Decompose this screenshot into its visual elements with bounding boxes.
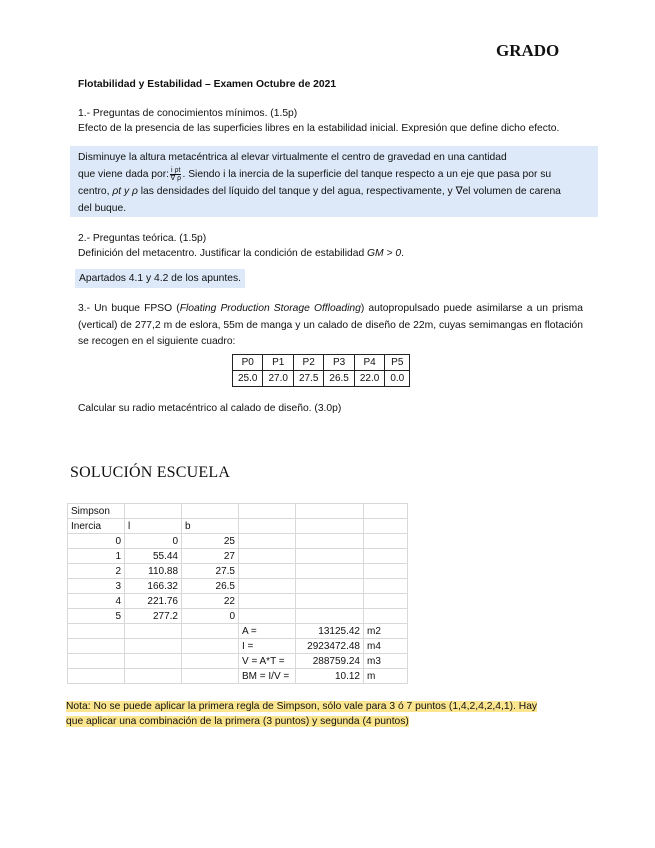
sheet-cell [68,624,125,639]
sheet-cell [182,639,239,654]
spreadsheet-table [67,503,408,684]
solution-heading: SOLUCIÓN ESCUELA [70,464,231,481]
sheet-cell: Inercia [68,519,125,534]
semibeam-value-row [233,371,410,387]
question-2-text [78,246,583,261]
sheet-cell [239,594,296,609]
question-2 [78,231,583,261]
sheet-row [68,654,408,669]
sheet-cell: l [125,519,182,534]
density-symbols: ρt y ρ [112,186,138,197]
sheet-cell: BM = I/V = [239,669,296,684]
sheet-cell [182,654,239,669]
semibeam-value: 27.0 [263,371,293,387]
sheet-cell: 277.2 [125,609,182,624]
sheet-cell: m [364,669,408,684]
sheet-cell [296,564,364,579]
grado-label: GRADO [496,41,560,60]
answer-1-line-2-pre: que viene dada por: [78,169,170,180]
sheet-cell: 221.76 [125,594,182,609]
sheet-cell [125,669,182,684]
sheet-cell [182,669,239,684]
semibeam-table [232,354,410,387]
sheet-cell: 166.32 [125,579,182,594]
formula-numerator: i ρt [171,166,181,174]
semibeam-header: P3 [324,355,354,371]
question-1 [78,106,583,136]
sheet-cell [364,519,408,534]
answer-1-line-3 [78,183,598,200]
sheet-cell [239,564,296,579]
sheet-cell: 13125.42 [296,624,364,639]
sheet-cell: 5 [68,609,125,624]
sheet-cell [364,504,408,519]
answer-1-line-4: del buque. [78,203,127,214]
sheet-cell: m4 [364,639,408,654]
answer-1-line-1: Disminuye la altura metacéntrica al elevar virtualmente el centro de gravedad en una cantidad [78,152,507,163]
sheet-cell [239,579,296,594]
sheet-cell: 10.12 [296,669,364,684]
sheet-cell [364,534,408,549]
sheet-cell [296,579,364,594]
answer-1-line-2 [78,166,598,183]
question-2-heading: 2.- Preguntas teórica. (1.5p) [78,233,207,244]
question-2-text-pre: Definición del metacentro. Justificar la condición de estabilidad [78,248,368,259]
sheet-cell: 25 [182,534,239,549]
semibeam-value: 25.0 [233,371,263,387]
sheet-cell: 110.88 [125,564,182,579]
sheet-cell: 0 [68,534,125,549]
sheet-cell: 55.44 [125,549,182,564]
sheet-cell [239,534,296,549]
fpso-expansion: Floating Production Storage Offloading [179,303,361,314]
sheet-cell: 2 [68,564,125,579]
sheet-cell [68,669,125,684]
sheet-cell [239,609,296,624]
question-1-heading: 1.- Preguntas de conocimientos mínimos. (1.5p) [78,108,298,119]
sheet-cell: V = A*T = [239,654,296,669]
sheet-cell [125,639,182,654]
sheet-cell: m3 [364,654,408,669]
sheet-row [68,594,408,609]
sheet-cell: m2 [364,624,408,639]
question-1-text: Efecto de la presencia de las superficies libres en la estabilidad inicial. Expresión que define dicho efecto. [78,123,560,134]
note-line-1: Nota: No se puede aplicar la primera regla de Simpson, sólo vale para 3 ó 7 puntos (1,4,2,4,2,4,1). Hay [66,701,538,712]
semibeam-header: P0 [233,355,263,371]
semibeam-header-row [233,355,410,371]
sheet-cell: 4 [68,594,125,609]
sheet-row [68,669,408,684]
sheet-cell: b [182,519,239,534]
sheet-cell: 27.5 [182,564,239,579]
sheet-row [68,564,408,579]
answer-1-line-2-post: . Siendo i la inercia de la superficie del tanque respecto a un eje que pasa por su [182,169,552,180]
sheet-cell [182,624,239,639]
sheet-row [68,549,408,564]
sheet-cell [364,579,408,594]
semibeam-value: 26.5 [324,371,354,387]
sheet-cell: Simpson [68,504,125,519]
sheet-cell [239,519,296,534]
sheet-cell: 288759.24 [296,654,364,669]
sheet-cell [364,564,408,579]
semibeam-header: P5 [385,355,410,371]
sheet-cell: 0 [125,534,182,549]
question-2-condition: GM > 0 [367,248,402,259]
semibeam-value: 0.0 [385,371,410,387]
sheet-cell [125,654,182,669]
semibeam-header: P4 [354,355,384,371]
sheet-row [68,504,408,519]
sheet-cell: 3 [68,579,125,594]
sheet-cell [364,594,408,609]
sheet-cell [296,549,364,564]
sheet-row [68,609,408,624]
semibeam-header: P2 [293,355,323,371]
sheet-cell [296,609,364,624]
sheet-cell [125,624,182,639]
semibeam-value: 22.0 [354,371,384,387]
sheet-cell [125,504,182,519]
exam-title: Flotabilidad y Estabilidad – Examen Octubre de 2021 [78,79,337,90]
sheet-cell [239,504,296,519]
sheet-cell: 22 [182,594,239,609]
question-2-answer: Apartados 4.1 y 4.2 de los apuntes. [75,269,245,288]
question-3-text-pre: 3.- Un buque FPSO ( [78,303,180,314]
sheet-cell [296,534,364,549]
sheet-cell: 27 [182,549,239,564]
sheet-row [68,519,408,534]
answer-1-line-3-pre: centro, [78,186,113,197]
question-3-text-post: ) autopropulsado puede asimilarse a un prisma (vertical) de 277,2 m de eslora, 55m de manga y un calado de diseño de 22m, cuyas semimangas en flotación se recogen en el siguiente cuadro: [78,303,583,347]
sheet-cell: 1 [68,549,125,564]
sheet-cell: 0 [182,609,239,624]
question-1-answer [70,146,598,217]
sheet-cell [239,549,296,564]
sheet-row [68,579,408,594]
sheet-cell [182,504,239,519]
sheet-cell [364,609,408,624]
question-3-text [78,301,583,351]
semibeam-value: 27.5 [293,371,323,387]
sheet-cell: A = [239,624,296,639]
sheet-cell [68,654,125,669]
sheet-cell: 26.5 [182,579,239,594]
sheet-cell [296,519,364,534]
sheet-cell [296,594,364,609]
sheet-row [68,534,408,549]
sheet-row [68,639,408,654]
sheet-cell [68,639,125,654]
sheet-cell [296,504,364,519]
simpson-note [66,699,537,729]
question-3-task: Calcular su radio metacéntrico al calado de diseño. (3.0p) [78,403,342,414]
sheet-row [68,624,408,639]
semibeam-header: P1 [263,355,293,371]
sheet-cell: I = [239,639,296,654]
question-2-text-post: . [401,248,404,259]
note-line-2: que aplicar una combinación de la primera (3 puntos) y segunda (4 puntos) [66,716,409,727]
answer-1-line-3-post: las densidades del líquido del tanque y del agua, respectivamente, y ∇el volumen de carena [137,186,561,197]
sheet-cell [364,549,408,564]
free-surface-formula [170,167,181,182]
sheet-cell: 2923472.48 [296,639,364,654]
formula-denominator: ∇ ρ [170,174,182,182]
